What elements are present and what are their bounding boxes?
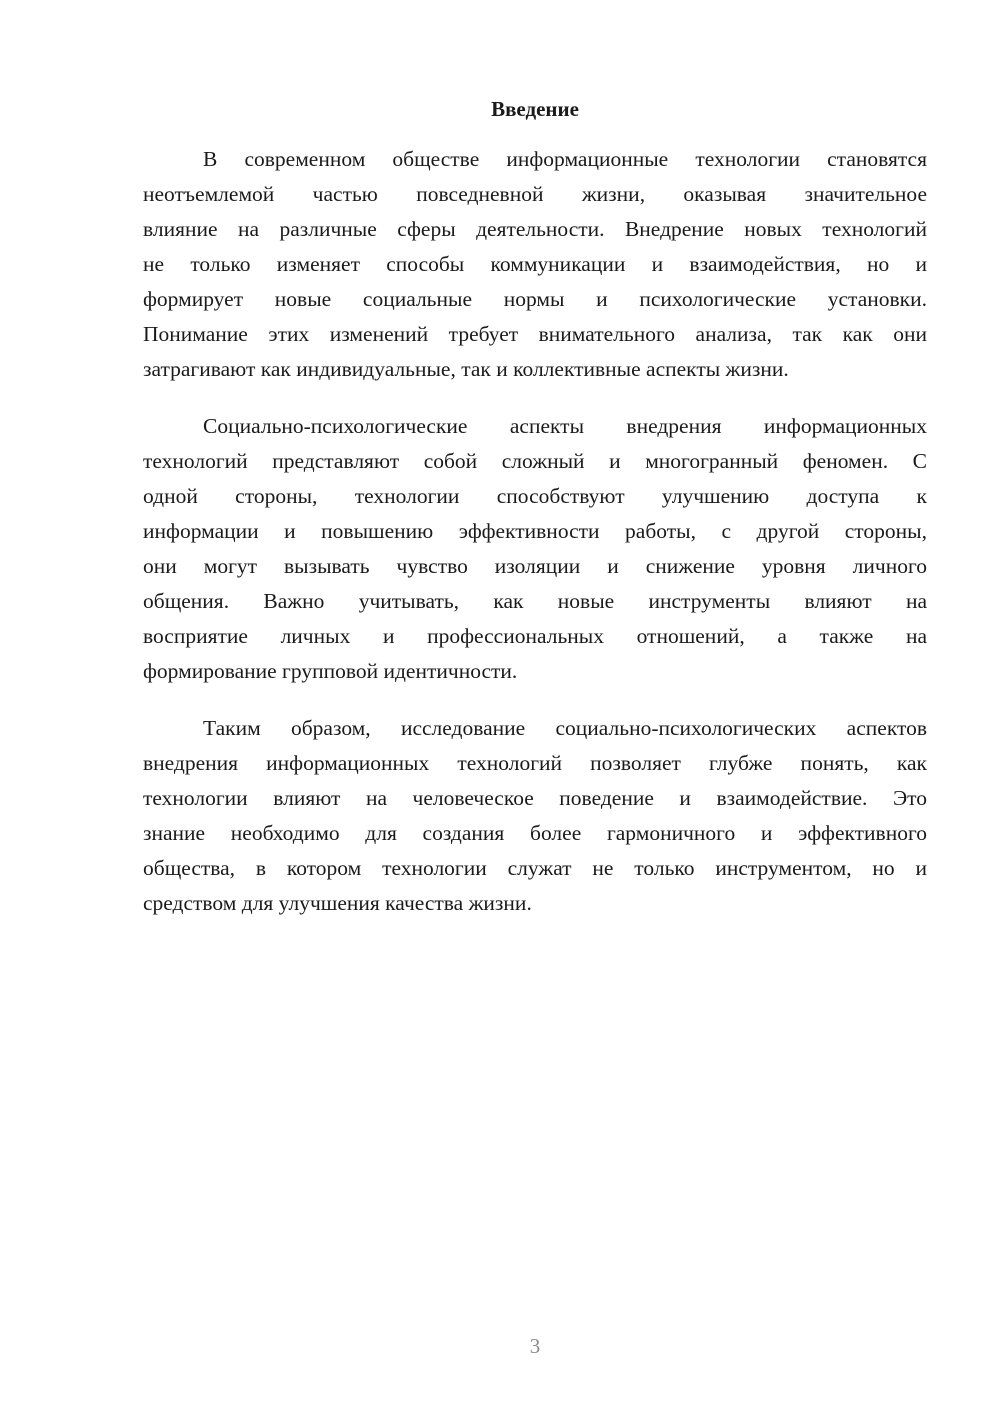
text-line: формирование групповой идентичности. (143, 659, 518, 683)
text-line: знание необходимо для создания более гармоничного и эффективного (143, 821, 927, 845)
text-line: Социально-психологические аспекты внедрения информационных (203, 414, 927, 438)
text-line: влияние на различные сферы деятельности. Внедрение новых технологий (143, 217, 927, 241)
paragraph-1 (143, 142, 927, 387)
text-line: технологий представляют собой сложный и многогранный феномен. С (143, 449, 927, 473)
text-line: они могут вызывать чувство изоляции и снижение уровня личного (143, 554, 927, 578)
text-line: технологии влияют на человеческое поведение и взаимодействие. Это (143, 786, 927, 810)
text-line: формирует новые социальные нормы и психологические установки. (143, 287, 927, 311)
page-number: 3 (529, 1334, 541, 1358)
text-line: общения. Важно учитывать, как новые инструменты влияют на (143, 589, 927, 613)
text-line: восприятие личных и профессиональных отношений, а также на (143, 624, 927, 648)
text-line: В современном обществе информационные технологии становятся (203, 147, 927, 171)
paragraph-2 (143, 409, 927, 689)
text-line: средством для улучшения качества жизни. (143, 891, 532, 915)
page-title: Введение (491, 97, 579, 121)
paragraph-3 (143, 711, 927, 921)
text-line: общества, в котором технологии служат не только инструментом, но и (143, 856, 927, 880)
text-line: Понимание этих изменений требует внимательного анализа, так как они (143, 322, 927, 346)
text-line: неотъемлемой частью повседневной жизни, оказывая значительное (143, 182, 927, 206)
text-line: Таким образом, исследование социально-психологических аспектов (203, 716, 927, 740)
text-line: одной стороны, технологии способствуют улучшению доступа к (143, 484, 927, 508)
text-line: внедрения информационных технологий позволяет глубже понять, как (143, 751, 927, 775)
text-line: информации и повышению эффективности работы, с другой стороны, (143, 519, 927, 543)
text-line: затрагивают как индивидуальные, так и коллективные аспекты жизни. (143, 357, 789, 381)
text-line: не только изменяет способы коммуникации и взаимодействия, но и (143, 252, 927, 276)
